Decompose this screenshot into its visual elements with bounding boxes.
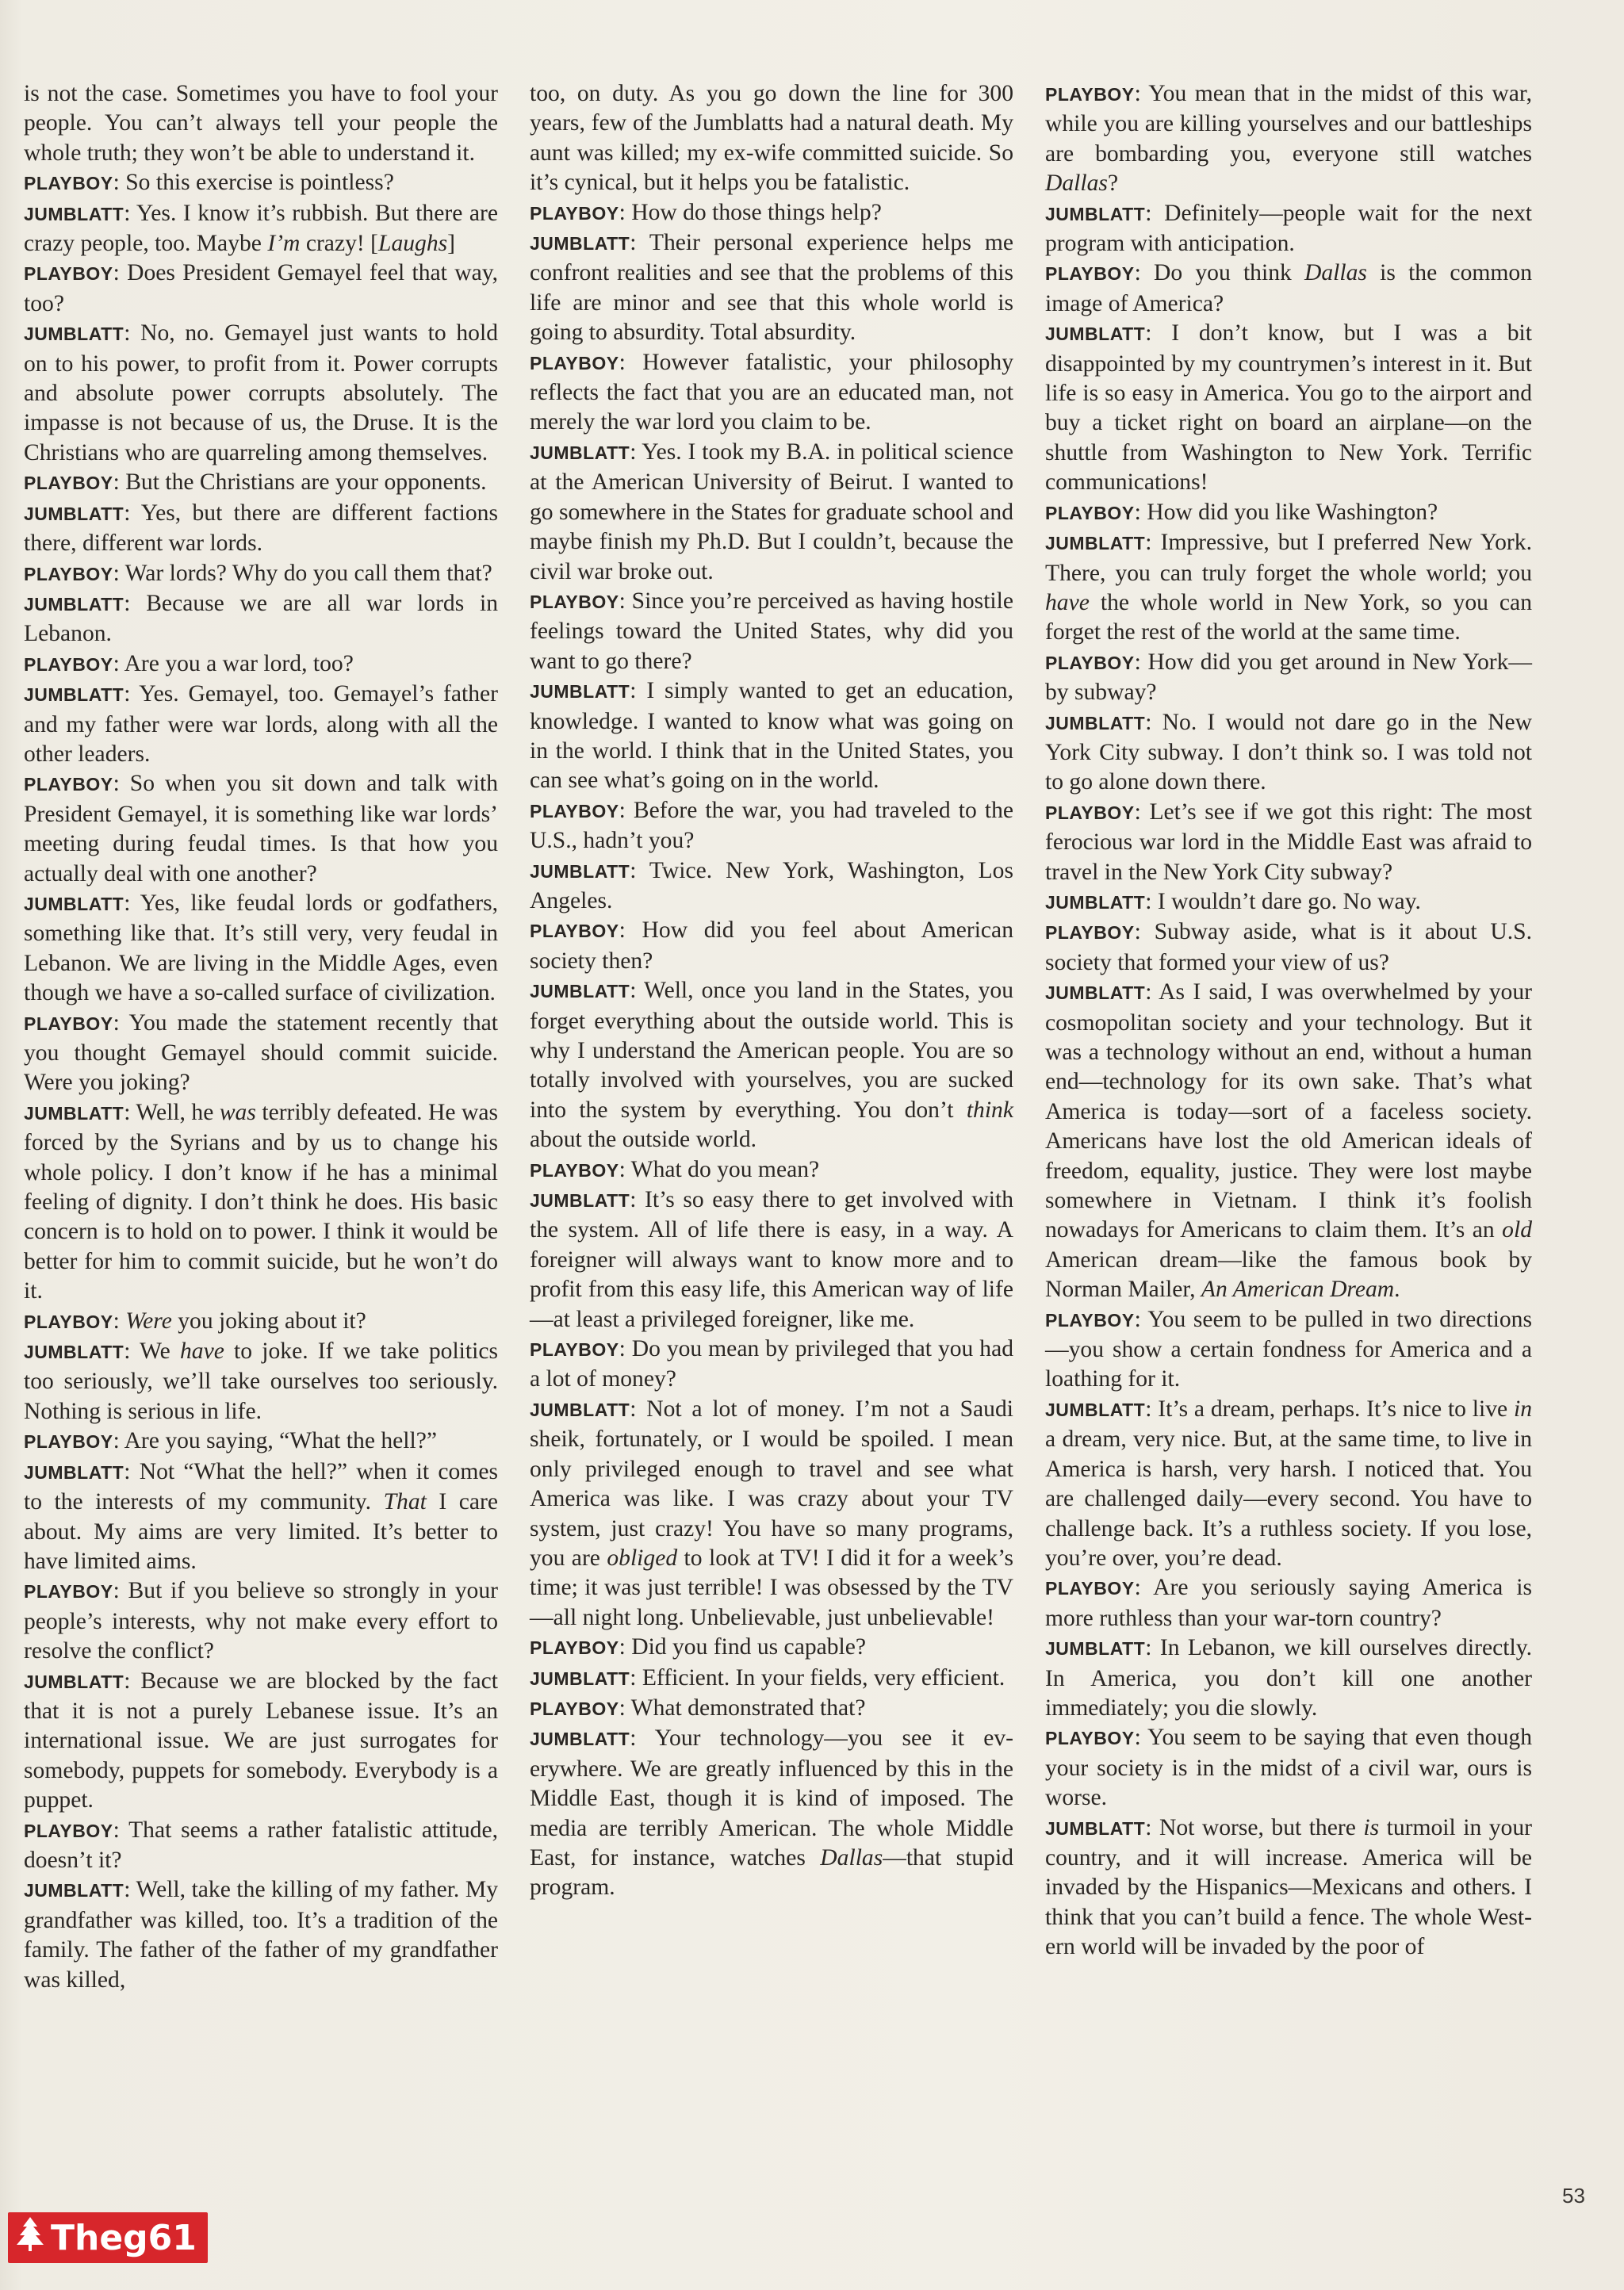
speaker-label: JUMBLATT	[1045, 891, 1146, 913]
cedar-icon	[14, 2215, 46, 2261]
text-run: ]	[447, 231, 456, 257]
speaker-label: JUMBLATT	[24, 1461, 124, 1483]
page-number: 53	[1562, 2184, 1585, 2208]
paragraph	[24, 1667, 498, 1816]
speaker-label: PLAYBOY	[530, 202, 619, 224]
speaker-label: JUMBLATT	[530, 233, 630, 255]
speaker-label: PLAYBOY	[1045, 84, 1135, 105]
speaker-label: PLAYBOY	[1045, 922, 1135, 944]
speaker-label: JUMBLATT	[1045, 203, 1146, 224]
text-run: : War lords? Why do you call them that?	[113, 560, 492, 586]
text-run: : We	[124, 1338, 180, 1365]
paragraph	[24, 468, 498, 498]
paragraph	[24, 769, 498, 889]
text-run: about the outside world.	[530, 1127, 757, 1153]
text-run: : You seem to be saying that even though your society is in the midst of a civil war, ours is worse.	[1045, 1725, 1532, 1811]
paragraph	[24, 1875, 498, 1995]
paragraph	[1045, 528, 1532, 648]
text-run: : Do you mean by privileged that you had a lot of money?	[530, 1336, 1013, 1392]
text-run: : Well, he	[124, 1099, 220, 1125]
speaker-label: PLAYBOY	[24, 1013, 113, 1034]
speaker-label: JUMBLATT	[530, 1668, 630, 1689]
paragraph	[24, 1816, 498, 1876]
paragraph	[530, 1724, 1013, 1902]
italic-text: Dallas	[1045, 170, 1108, 197]
italic-text: Dallas	[1304, 260, 1367, 286]
text-run: : Because we are blocked by the fact that it is not a purely Lebanese issue. It’s an international issue. We are just surrogates for somebody, puppets for somebody. Everybody is a puppet.	[24, 1668, 498, 1813]
text-run: : Do you think	[1134, 260, 1304, 286]
paragraph	[1045, 798, 1532, 887]
speaker-label: PLAYBOY	[530, 1159, 619, 1181]
paragraph	[1045, 319, 1532, 497]
paragraph	[530, 1395, 1013, 1633]
speaker-label: PLAYBOY	[1045, 802, 1135, 823]
paragraph	[530, 228, 1013, 348]
speaker-label: JUMBLATT	[1045, 1399, 1146, 1420]
text-run: : What do you mean?	[619, 1156, 820, 1182]
speaker-label: PLAYBOY	[530, 1339, 619, 1361]
speaker-label: PLAYBOY	[1045, 652, 1135, 673]
paragraph	[24, 1098, 498, 1307]
paragraph	[24, 559, 498, 589]
text-run: : So this exercise is pointless?	[113, 170, 394, 196]
text-run: :	[113, 1308, 126, 1334]
text-run: : Are you saying, “What the hell?”	[113, 1428, 437, 1454]
speaker-label: PLAYBOY	[24, 563, 113, 584]
speaker-label: PLAYBOY	[530, 591, 619, 612]
text-run: you joking about it?	[171, 1308, 366, 1334]
text-run: : But if you believe so strongly in your people’s interests, why not make every effort to resolve the conflict?	[24, 1578, 498, 1664]
speaker-label: PLAYBOY	[530, 921, 619, 942]
speaker-label: PLAYBOY	[24, 653, 113, 675]
text-run: : Did you find us capable?	[619, 1634, 867, 1660]
text-run: : I don’t know, but I was a bit disappointed by my countrymen’s interest in it. But life is so easy in America. You go to the airport and buy a ticket right on board an airplane—on the shuttle from Washington to New York. Terrific communications!	[1045, 320, 1532, 496]
speaker-label: JUMBLATT	[24, 1342, 124, 1363]
speaker-label: JUMBLATT	[1045, 533, 1146, 554]
text-run: : Are you seriously saying America is more ruthless than your war-torn country?	[1045, 1575, 1532, 1631]
paragraph	[1045, 1723, 1532, 1813]
paragraph	[530, 856, 1013, 917]
paragraph	[24, 79, 498, 168]
speaker-label: JUMBLATT	[530, 981, 630, 1002]
speaker-label: JUMBLATT	[1045, 1817, 1146, 1839]
text-run: : Yes, but there are different factions there, different war lords.	[24, 500, 498, 557]
logo-text: Theg61	[51, 2217, 197, 2258]
text-run: : Your technology—you see it everywhere. We are greatly influenced by this in the Middle East, though it is kind of imposed. The media are terribly American. The whole Middle East, for instance, watches	[530, 1725, 1013, 1871]
text-run: : How did you get around in New York—by subway?	[1045, 649, 1532, 706]
speaker-label: PLAYBOY	[24, 173, 113, 194]
text-run: : Definitely—people wait for the next program with anticipation.	[1045, 200, 1532, 257]
paragraph	[24, 168, 498, 198]
paragraph	[530, 198, 1013, 228]
text-run: : Before the war, you had traveled to the U.S., hadn’t you?	[530, 797, 1013, 854]
paragraph	[24, 1337, 498, 1426]
text-run: : However fatalistic, your philosophy reflects the fact that you are an educated man, not merely the war lord you claim to be.	[530, 349, 1013, 435]
text-run: : Subway aside, what is it about U.S. society that formed your view of us?	[1045, 919, 1532, 975]
site-logo	[8, 2212, 208, 2263]
text-run: : I wouldn’t dare go. No way.	[1145, 888, 1421, 914]
text-run: : Not “What the hell?” when it comes to the interests of my community.	[24, 1458, 498, 1515]
paragraph	[1045, 79, 1532, 199]
speaker-label: JUMBLATT	[530, 442, 630, 463]
text-run: : Not a lot of money. I’m not a Saudi sheik, fortunately, or I would be spoiled. I mean only privileged enough to travel and see what America was like. I was crazy about your TV system, just crazy! You have so many programs, you are	[530, 1396, 1013, 1571]
paragraph	[24, 319, 498, 468]
paragraph	[530, 438, 1013, 587]
text-run: : How do those things help?	[619, 199, 882, 225]
text-run: : You mean that in the midst of this war, while you are killing yourselves and our battleships are bombarding you, everyone still watches	[1045, 81, 1532, 167]
text-run: : As I said, I was overwhelmed by your cosmopolitan society and your technology. But it was a technology without an end, without a human end—technology for its own sake. That’s what America is today—sort of a faceless society. Americans have lost the old American ideals of freedom, equality, justice. They were lost maybe somewhere in Vietnam. I think it’s foolish nowadays for Americans to claim them. It’s an	[1045, 979, 1532, 1243]
speaker-label: JUMBLATT	[1045, 712, 1146, 733]
paragraph	[1045, 498, 1532, 528]
paragraph	[24, 258, 498, 319]
paragraph	[530, 1664, 1013, 1694]
paragraph	[1045, 708, 1532, 798]
text-run: : But the Christians are your opponents.	[113, 469, 487, 496]
text-run: .	[1394, 1277, 1400, 1303]
text-run: : No. I would not dare go in the New York City subway. I don’t think so. I was told not to go alone down there.	[1045, 709, 1532, 795]
speaker-label: PLAYBOY	[530, 352, 619, 373]
text-run: : What demonstrated that?	[619, 1695, 866, 1721]
speaker-label: JUMBLATT	[24, 203, 124, 224]
paragraph	[24, 680, 498, 769]
speaker-label: PLAYBOY	[24, 263, 113, 285]
speaker-label: PLAYBOY	[24, 1311, 113, 1332]
speaker-label: PLAYBOY	[530, 1637, 619, 1659]
speaker-label: PLAYBOY	[530, 800, 619, 821]
paragraph	[24, 889, 498, 1009]
speaker-label: JUMBLATT	[24, 684, 124, 706]
paragraph	[1045, 1573, 1532, 1633]
paragraph	[24, 1307, 498, 1337]
paragraph	[530, 796, 1013, 856]
text-run: : Impressive, but I preferred New York. There, you can truly forget the whole world; you	[1045, 530, 1532, 586]
speaker-label: JUMBLATT	[24, 893, 124, 914]
paragraph	[1045, 978, 1532, 1304]
paragraph	[1045, 1305, 1532, 1395]
text-run: : Does President Gemayel feel that way, too?	[24, 260, 498, 316]
text-run: terribly defeated. He was forced by the Syrians and by us to change his whole policy. I don’t know if he has a minimal feeling of dignity. I don’t think he does. His basic concern is to hold on to power. I think it would be better for him to commit suicide, but he won’t do it.	[24, 1099, 498, 1304]
text-column-2	[530, 79, 1013, 1903]
paragraph	[530, 976, 1013, 1155]
text-run: : Well, once you land in the States, you forget everything about the outside world. This is why I understand the American people. You are so totally involved with yourselves, you are sucked into the system by everything. You don’t	[530, 978, 1013, 1123]
italic-text: was	[219, 1099, 256, 1125]
text-run: : Yes. I took my B.A. in political science at the American University of Beirut. I wanted to go somewhere in the States for graduate school and maybe finish my Ph.D. But I couldn’t, because the civil war broke out.	[530, 438, 1013, 584]
speaker-label: JUMBLATT	[530, 1729, 630, 1750]
paragraph	[24, 1576, 498, 1666]
paragraph	[530, 79, 1013, 198]
speaker-label: PLAYBOY	[1045, 1309, 1135, 1331]
text-run: : Are you a war lord, too?	[113, 650, 354, 676]
italic-text: That	[383, 1489, 427, 1515]
speaker-label: PLAYBOY	[530, 1698, 619, 1719]
speaker-label: PLAYBOY	[24, 1581, 113, 1603]
text-run: turmoil in your country, and it will increase. America will be invaded by the Hispanics—Mexicans and others. I think that you can’t build a fence. The whole Western world will be invaded by the poor of	[1045, 1814, 1532, 1960]
speaker-label: PLAYBOY	[24, 1431, 113, 1453]
italic-text: have	[180, 1338, 224, 1365]
text-run: : Yes. I know it’s rubbish. But there are crazy people, too. Maybe	[24, 200, 498, 257]
speaker-label: PLAYBOY	[1045, 1728, 1135, 1749]
speaker-label: PLAYBOY	[24, 473, 113, 494]
italic-text: Dallas	[820, 1844, 883, 1871]
text-run: the whole world in New York, so you can forget the rest of the world at the same time.	[1045, 589, 1532, 645]
paragraph	[1045, 917, 1532, 978]
text-run: : You seem to be pulled in two directions—you show a certain fondness for America and a loathing for it.	[1045, 1306, 1532, 1392]
text-run: —that stupid program.	[530, 1844, 1013, 1901]
text-run: ?	[1107, 170, 1119, 197]
italic-text: I’m	[267, 231, 301, 257]
paragraph	[530, 1633, 1013, 1663]
paragraph	[530, 348, 1013, 438]
paragraph	[24, 499, 498, 559]
text-run: I care about. My aims are very limited. It’s better to have limited aims.	[24, 1489, 499, 1574]
text-run: : How did you like Washington?	[1134, 499, 1438, 525]
text-run: : It’s so easy there to get involved with the system. All of life there is easy, in a way. A foreigner will always want to know more and to profit from this easy life, this American way of life—at least a privileged foreigner, like me.	[530, 1187, 1013, 1332]
paragraph	[1045, 1633, 1532, 1723]
text-run: : Their personal experience helps me confront realities and see that the problems of this life are minor and see that this whole world is going to absurdity. Total absurdity.	[530, 230, 1013, 346]
speaker-label: JUMBLATT	[1045, 1638, 1146, 1660]
text-run: : Well, take the killing of my father. My grandfather was killed, too. It’s a tradition of the family. The father of the father of my grandfather was killed,	[24, 1877, 498, 1993]
paragraph	[530, 587, 1013, 676]
text-run: : Not worse, but there	[1145, 1814, 1364, 1840]
text-run: : Yes. Gemayel, too. Gemayel’s father and my father were war lords, along with all the other leaders.	[24, 681, 498, 767]
speaker-label: JUMBLATT	[24, 1102, 124, 1124]
text-run: to look at TV! I did it for a week’s time; it was just terrible! I was obsessed by the TV—all night long. Unbelievable, just unbelievable!	[530, 1545, 1013, 1630]
text-run: : Efficient. In your fields, very efficient.	[630, 1664, 1005, 1691]
italic-text: obliged	[607, 1545, 678, 1571]
speaker-label: PLAYBOY	[24, 1820, 113, 1841]
speaker-label: JUMBLATT	[530, 1190, 630, 1212]
text-run: : Because we are all war lords in Lebanon.	[24, 590, 498, 647]
speaker-label: JUMBLATT	[24, 1671, 124, 1692]
speaker-label: JUMBLATT	[1045, 982, 1146, 1004]
text-column-1	[24, 79, 498, 1995]
paragraph	[530, 1335, 1013, 1395]
paragraph	[530, 676, 1013, 796]
paragraph	[1045, 887, 1532, 917]
paragraph	[1045, 648, 1532, 708]
text-run: : In Lebanon, we kill ourselves directly. In America, you don’t kill one another immediately; you die slowly.	[1045, 1635, 1532, 1721]
text-run: : Yes, like feudal lords or godfathers, something like that. It’s still very, very feudal in Lebanon. We are living in the Middle Ages, even though we have a so-called surface of civilization.	[24, 890, 498, 1006]
speaker-label: JUMBLATT	[24, 593, 124, 615]
paragraph	[530, 916, 1013, 976]
text-run: : Let’s see if we got this right: The most ferocious war lord in the Middle East was afraid to travel in the New York City subway?	[1045, 798, 1532, 885]
text-run: : You made the statement recently that you thought Gemayel should commit suicide. Were you joking?	[24, 1009, 498, 1096]
text-run: a dream, very nice. But, at the same time, to live in America is harsh, very harsh. I noticed that. You are challenged daily—every second. You have to challenge back. It’s a ruthless society. If you lose, you’re over, you’re dead.	[1045, 1426, 1532, 1571]
paragraph	[1045, 1395, 1532, 1573]
text-run: is not the case. Sometimes you have to fool your people. You can’t always tell your people the whole truth; they won’t be able to understand it.	[24, 81, 498, 166]
speaker-label: JUMBLATT	[24, 324, 124, 345]
text-column-3	[1045, 79, 1532, 1963]
paragraph	[24, 589, 498, 649]
speaker-label: JUMBLATT	[530, 860, 630, 882]
paragraph	[1045, 258, 1532, 319]
speaker-label: PLAYBOY	[1045, 263, 1135, 285]
text-run: crazy! [	[300, 231, 378, 257]
text-run: : Twice. New York, Washington, Los Angeles.	[530, 857, 1013, 913]
italic-text: old	[1502, 1217, 1532, 1243]
speaker-label: JUMBLATT	[530, 681, 630, 703]
text-run: American dream—like the famous book by Norman Mailer,	[1045, 1246, 1532, 1303]
paragraph	[1045, 1813, 1532, 1963]
paragraph	[530, 1694, 1013, 1724]
italic-text: think	[966, 1097, 1013, 1123]
speaker-label: PLAYBOY	[1045, 502, 1135, 523]
italic-text: Laughs	[378, 231, 448, 257]
text-run: is the common image of America?	[1045, 260, 1532, 316]
paragraph	[24, 1009, 498, 1098]
text-run: to joke. If we take politics too seriously, we’ll take ourselves too seriously. Nothing is serious in life.	[24, 1338, 498, 1424]
italic-text: is	[1363, 1814, 1380, 1840]
speaker-label: PLAYBOY	[24, 774, 113, 795]
italic-text: An American Dream	[1201, 1277, 1395, 1303]
italic-text: have	[1045, 589, 1090, 615]
speaker-label: JUMBLATT	[24, 503, 124, 524]
paragraph	[530, 1185, 1013, 1335]
paragraph	[24, 1457, 498, 1577]
text-run: : So when you sit down and talk with President Gemayel, it is something like war lords’ meeting during feudal times. Is that how you actually deal with one another?	[24, 771, 498, 887]
text-run: : That seems a rather fatalistic attitude, doesn’t it?	[24, 1817, 498, 1873]
speaker-label: JUMBLATT	[24, 1880, 124, 1901]
paragraph	[24, 649, 498, 680]
speaker-label: JUMBLATT	[1045, 324, 1146, 345]
speaker-label: PLAYBOY	[1045, 1578, 1135, 1599]
paragraph	[530, 1155, 1013, 1185]
text-run: : Since you’re perceived as having hostile feelings toward the United States, why did you want to go there?	[530, 588, 1013, 674]
italic-text: Were	[125, 1308, 172, 1334]
italic-text: in	[1513, 1396, 1532, 1422]
paragraph	[1045, 199, 1532, 259]
text-run: : It’s a dream, perhaps. It’s nice to live	[1145, 1396, 1514, 1422]
paragraph	[24, 1426, 498, 1457]
text-run: : I simply wanted to get an education, knowledge. I wanted to know what was going on in the world. I think that in the United States, you can see what’s going on in the world.	[530, 678, 1013, 794]
paragraph	[24, 199, 498, 259]
text-run: too, on duty. As you go down the line for 300 years, few of the Jumblatts had a natural death. My aunt was killed; my ex-wife committed suicide. So it’s cynical, but it helps you be fatalistic.	[530, 81, 1013, 196]
text-run: : How did you feel about American society then?	[530, 917, 1013, 974]
speaker-label: JUMBLATT	[530, 1399, 630, 1420]
text-run: : No, no. Gemayel just wants to hold on to his power, to profit from it. Power corrupts and absolute power corrupts absolutely. The impasse is not because of us, the Druse. It is the Christians who are quarreling among themselves.	[24, 320, 498, 465]
